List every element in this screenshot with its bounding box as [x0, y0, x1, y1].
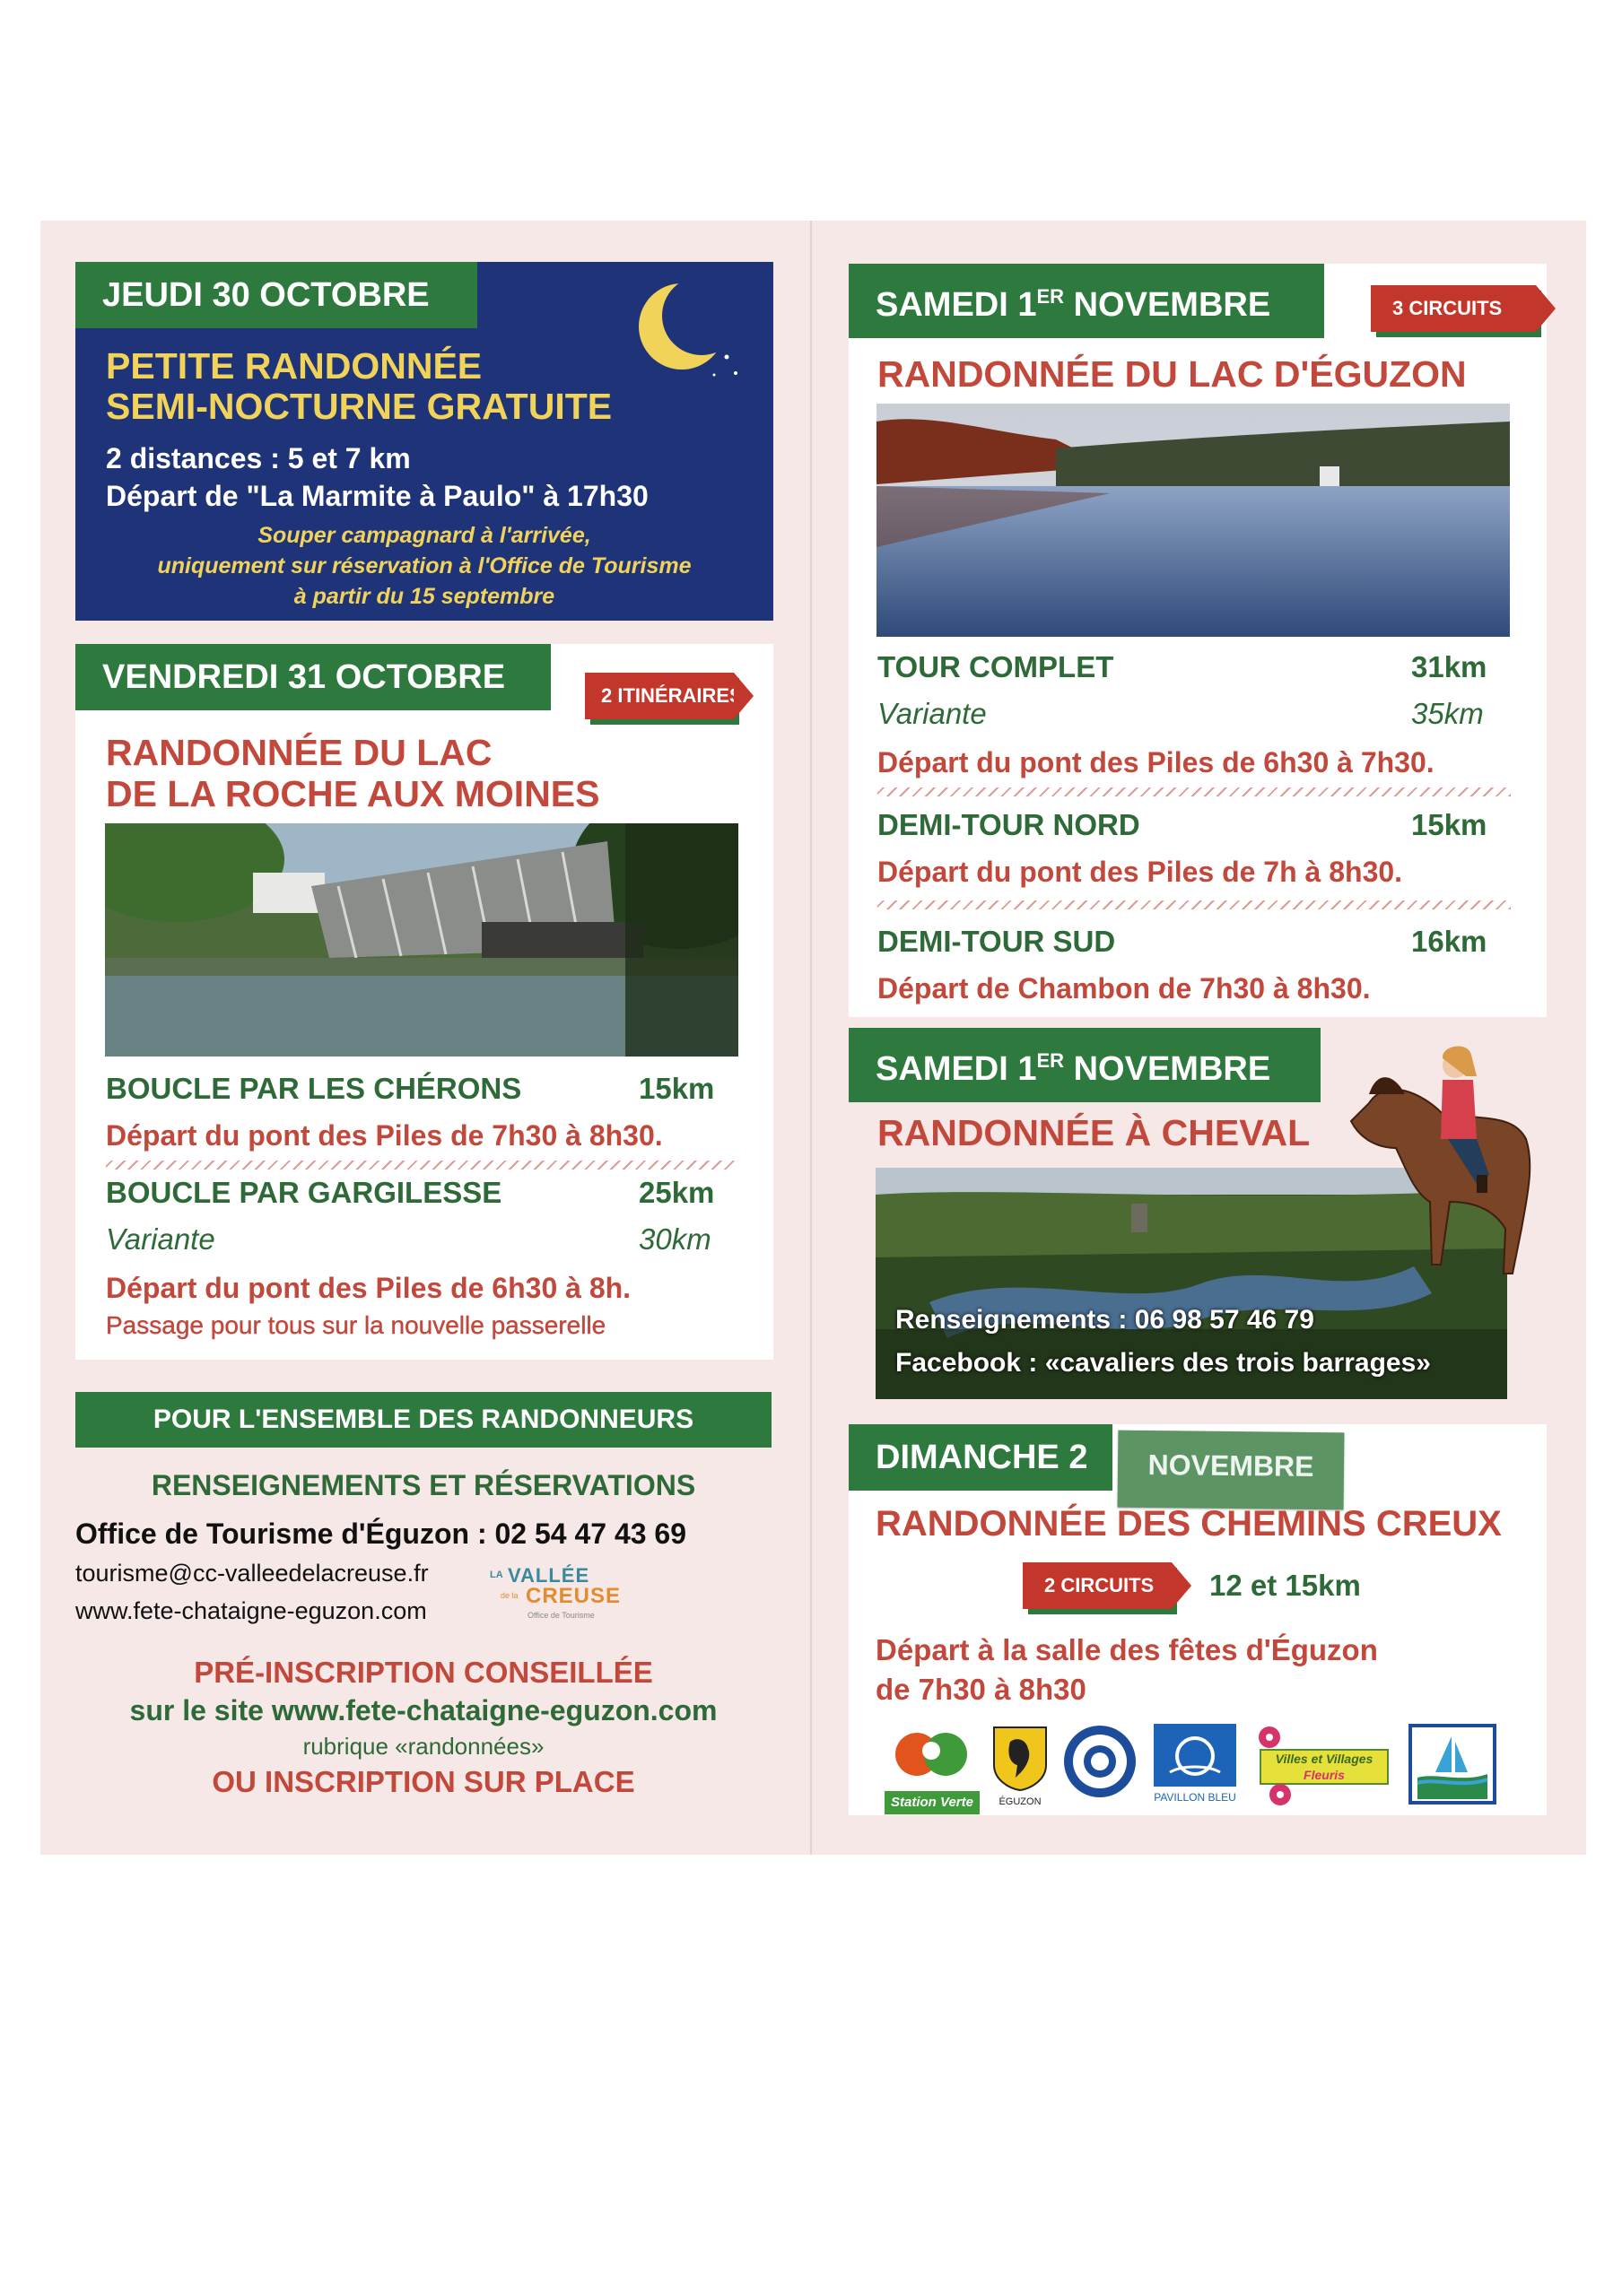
logo-de-la: de la	[501, 1591, 519, 1600]
cheval-contact	[895, 1299, 1431, 1385]
demi-tour-sud-depart: Départ de Chambon de 7h30 à 8h30.	[877, 972, 1371, 1004]
gargilesse-variante-km: 30km	[639, 1222, 711, 1256]
gargilesse-variante-label: Variante	[106, 1222, 215, 1256]
jeudi-note	[75, 520, 773, 612]
passerelle-note: Passage pour tous sur la nouvelle passerelle	[106, 1311, 606, 1339]
boucle-cherons-depart: Départ du pont des Piles de 7h30 à 8h30.	[106, 1119, 663, 1152]
fold-line	[810, 221, 812, 1855]
nautisme-logo	[1408, 1724, 1496, 1810]
gargilesse-variante-row	[106, 1222, 734, 1257]
dimanche-depart-line1: Départ à la salle des fêtes d'Éguzon	[876, 1633, 1378, 1666]
station-verte-text: Station Verte	[885, 1791, 980, 1814]
novembre-sticker: NOVEMBRE	[1118, 1431, 1345, 1510]
samedi-cheval-date-sup: ER	[1036, 1049, 1065, 1072]
boucle-cherons-label: BOUCLE PAR LES CHÉRONS	[106, 1072, 522, 1105]
jeudi-depart: Départ de "La Marmite à Paulo" à 17h30	[106, 480, 649, 512]
deux-circuits-tag: 2 CIRCUITS	[1023, 1562, 1172, 1609]
samedi-lac-date-bar	[849, 264, 1324, 338]
samedi-lac-title: RANDONNÉE DU LAC D'ÉGUZON	[877, 353, 1467, 395]
jeudi-note-line2: uniquement sur réservation à l'Office de Tourisme	[157, 553, 692, 578]
rubrique-randonnees: rubrique «randonnées»	[302, 1733, 545, 1760]
divider-wavy	[106, 1161, 736, 1170]
eguzon-text: ÉGUZON	[998, 1796, 1042, 1807]
samedi-lac-date-a: SAMEDI 1	[876, 286, 1037, 324]
divider-wavy	[877, 900, 1511, 909]
jeudi-note-line1: Souper campagnard à l'arrivée,	[257, 523, 591, 548]
demi-tour-nord-row	[877, 807, 1530, 843]
tour-variante-km: 35km	[1411, 697, 1484, 730]
roche-aux-moines-photo	[105, 823, 738, 1057]
logo-la: LA	[490, 1570, 503, 1580]
trois-circuits-tag: 3 CIRCUITS	[1371, 285, 1536, 332]
dimanche-date-bar: DIMANCHE 2	[849, 1424, 1112, 1491]
jeudi-info	[106, 439, 649, 515]
renseignements-heading: RENSEIGNEMENTS ET RÉSERVATIONS	[151, 1469, 696, 1501]
vallee-creuse-logo	[490, 1564, 621, 1636]
inscription-sur-place: OU INSCRIPTION SUR PLACE	[212, 1765, 635, 1798]
logo-vallee: VALLÉE	[508, 1564, 590, 1587]
villes-text-1: Villes et Villages	[1275, 1752, 1373, 1766]
flower-icon	[1267, 1781, 1294, 1808]
tour-complet-depart: Départ du pont des Piles de 6h30 à 7h30.	[877, 746, 1435, 778]
pre-inscription	[75, 1654, 772, 1801]
vendredi-title-line2: DE LA ROCHE AUX MOINES	[106, 773, 600, 814]
tour-variante-row	[877, 696, 1530, 732]
demi-tour-nord-depart: Départ du pont des Piles de 7h à 8h30.	[877, 856, 1403, 888]
samedi-cheval-date-bar	[849, 1028, 1321, 1102]
demi-tour-sud-km: 16km	[1411, 925, 1487, 958]
tour-complet-row	[877, 649, 1530, 685]
station-verte-logo	[885, 1724, 980, 1810]
office-tourisme-phone: Office de Tourisme d'Éguzon : 02 54 47 43 69	[75, 1518, 687, 1550]
boucle-gargilesse-depart: Départ du pont des Piles de 6h30 à 8h.	[106, 1272, 632, 1304]
jeudi-distances: 2 distances : 5 et 7 km	[106, 442, 411, 474]
fete-website[interactable]: www.fete-chataigne-eguzon.com	[75, 1597, 427, 1624]
cheval-title: RANDONNÉE À CHEVAL	[877, 1112, 1311, 1153]
tourisme-email[interactable]: tourisme@cc-valleedelacreuse.fr	[75, 1560, 429, 1587]
eguzon-crest-logo	[990, 1724, 1050, 1810]
boucle-cherons-row	[106, 1071, 734, 1107]
boucle-cherons-km: 15km	[639, 1072, 715, 1105]
pre-inscription-site: sur le site www.fete-chataigne-eguzon.com	[129, 1694, 718, 1726]
pavillon-bleu-icon	[1154, 1724, 1236, 1787]
villes-villages-fleuris-logo	[1254, 1724, 1391, 1810]
boucle-gargilesse-row	[106, 1175, 734, 1211]
dimanche-depart-line2: de 7h30 à 8h30	[876, 1673, 1086, 1706]
demi-tour-sud-label: DEMI-TOUR SUD	[877, 925, 1116, 958]
flower-icon	[1256, 1724, 1283, 1751]
boucle-gargilesse-label: BOUCLE PAR GARGILESSE	[106, 1176, 502, 1209]
logo-subtitle: Office de Tourisme	[528, 1611, 595, 1620]
demi-tour-sud-row	[877, 924, 1530, 960]
station-verte-icon	[885, 1724, 980, 1787]
samedi-cheval-date-a: SAMEDI 1	[876, 1050, 1037, 1088]
jeudi-date-bar: JEUDI 30 OCTOBRE	[75, 262, 477, 328]
dimanche-km: 12 et 15km	[1209, 1569, 1361, 1602]
ensemble-bar: POUR L'ENSEMBLE DES RANDONNEURS	[75, 1392, 772, 1448]
vendredi-date-bar: VENDREDI 31 OCTOBRE	[75, 644, 551, 710]
tour-complet-label: TOUR COMPLET	[877, 650, 1114, 683]
demi-tour-nord-label: DEMI-TOUR NORD	[877, 808, 1140, 841]
logo-creuse: CREUSE	[526, 1584, 622, 1608]
lac-eguzon-photo	[876, 404, 1510, 637]
cheval-phone: Renseignements : 06 98 57 46 79	[895, 1305, 1314, 1335]
jeudi-title-line2: SEMI-NOCTURNE GRATUITE	[106, 386, 613, 427]
pavillon-bleu-text: PAVILLON BLEU	[1154, 1791, 1236, 1804]
jeudi-title	[106, 346, 612, 427]
jeudi-note-line3: à partir du 15 septembre	[293, 584, 555, 609]
demi-tour-nord-km: 15km	[1411, 808, 1487, 841]
ffvse-logo	[1062, 1724, 1138, 1810]
vendredi-title	[106, 732, 600, 814]
dimanche-depart	[876, 1631, 1378, 1709]
divider-wavy	[877, 787, 1511, 796]
dimanche-title: RANDONNÉE DES CHEMINS CREUX	[876, 1504, 1502, 1544]
pre-inscription-heading: PRÉ-INSCRIPTION CONSEILLÉE	[194, 1656, 653, 1689]
samedi-lac-date-sup: ER	[1036, 285, 1065, 308]
cheval-facebook: Facebook : «cavaliers des trois barrages»	[895, 1348, 1431, 1378]
jeudi-title-line1: PETITE RANDONNÉE	[106, 345, 483, 387]
villes-text-2: Fleuris	[1304, 1768, 1345, 1782]
eguzon-crest-icon	[990, 1724, 1050, 1792]
horse-rider-illustration	[1342, 1040, 1541, 1284]
samedi-cheval-date-b: NOVEMBRE	[1064, 1050, 1271, 1088]
moon-icon	[628, 274, 745, 391]
ffvse-icon	[1062, 1724, 1138, 1799]
sailboat-icon	[1408, 1724, 1496, 1805]
villes-fleuris-badge	[1260, 1749, 1389, 1785]
vendredi-title-line1: RANDONNÉE DU LAC	[106, 732, 493, 773]
tour-complet-km: 31km	[1411, 650, 1487, 683]
boucle-gargilesse-km: 25km	[639, 1176, 715, 1209]
samedi-lac-date-b: NOVEMBRE	[1064, 286, 1271, 324]
vendredi-itineraires-tag: 2 ITINÉRAIRES	[585, 673, 734, 719]
pavillon-bleu-logo	[1154, 1724, 1236, 1810]
tour-variante-label: Variante	[877, 697, 987, 730]
